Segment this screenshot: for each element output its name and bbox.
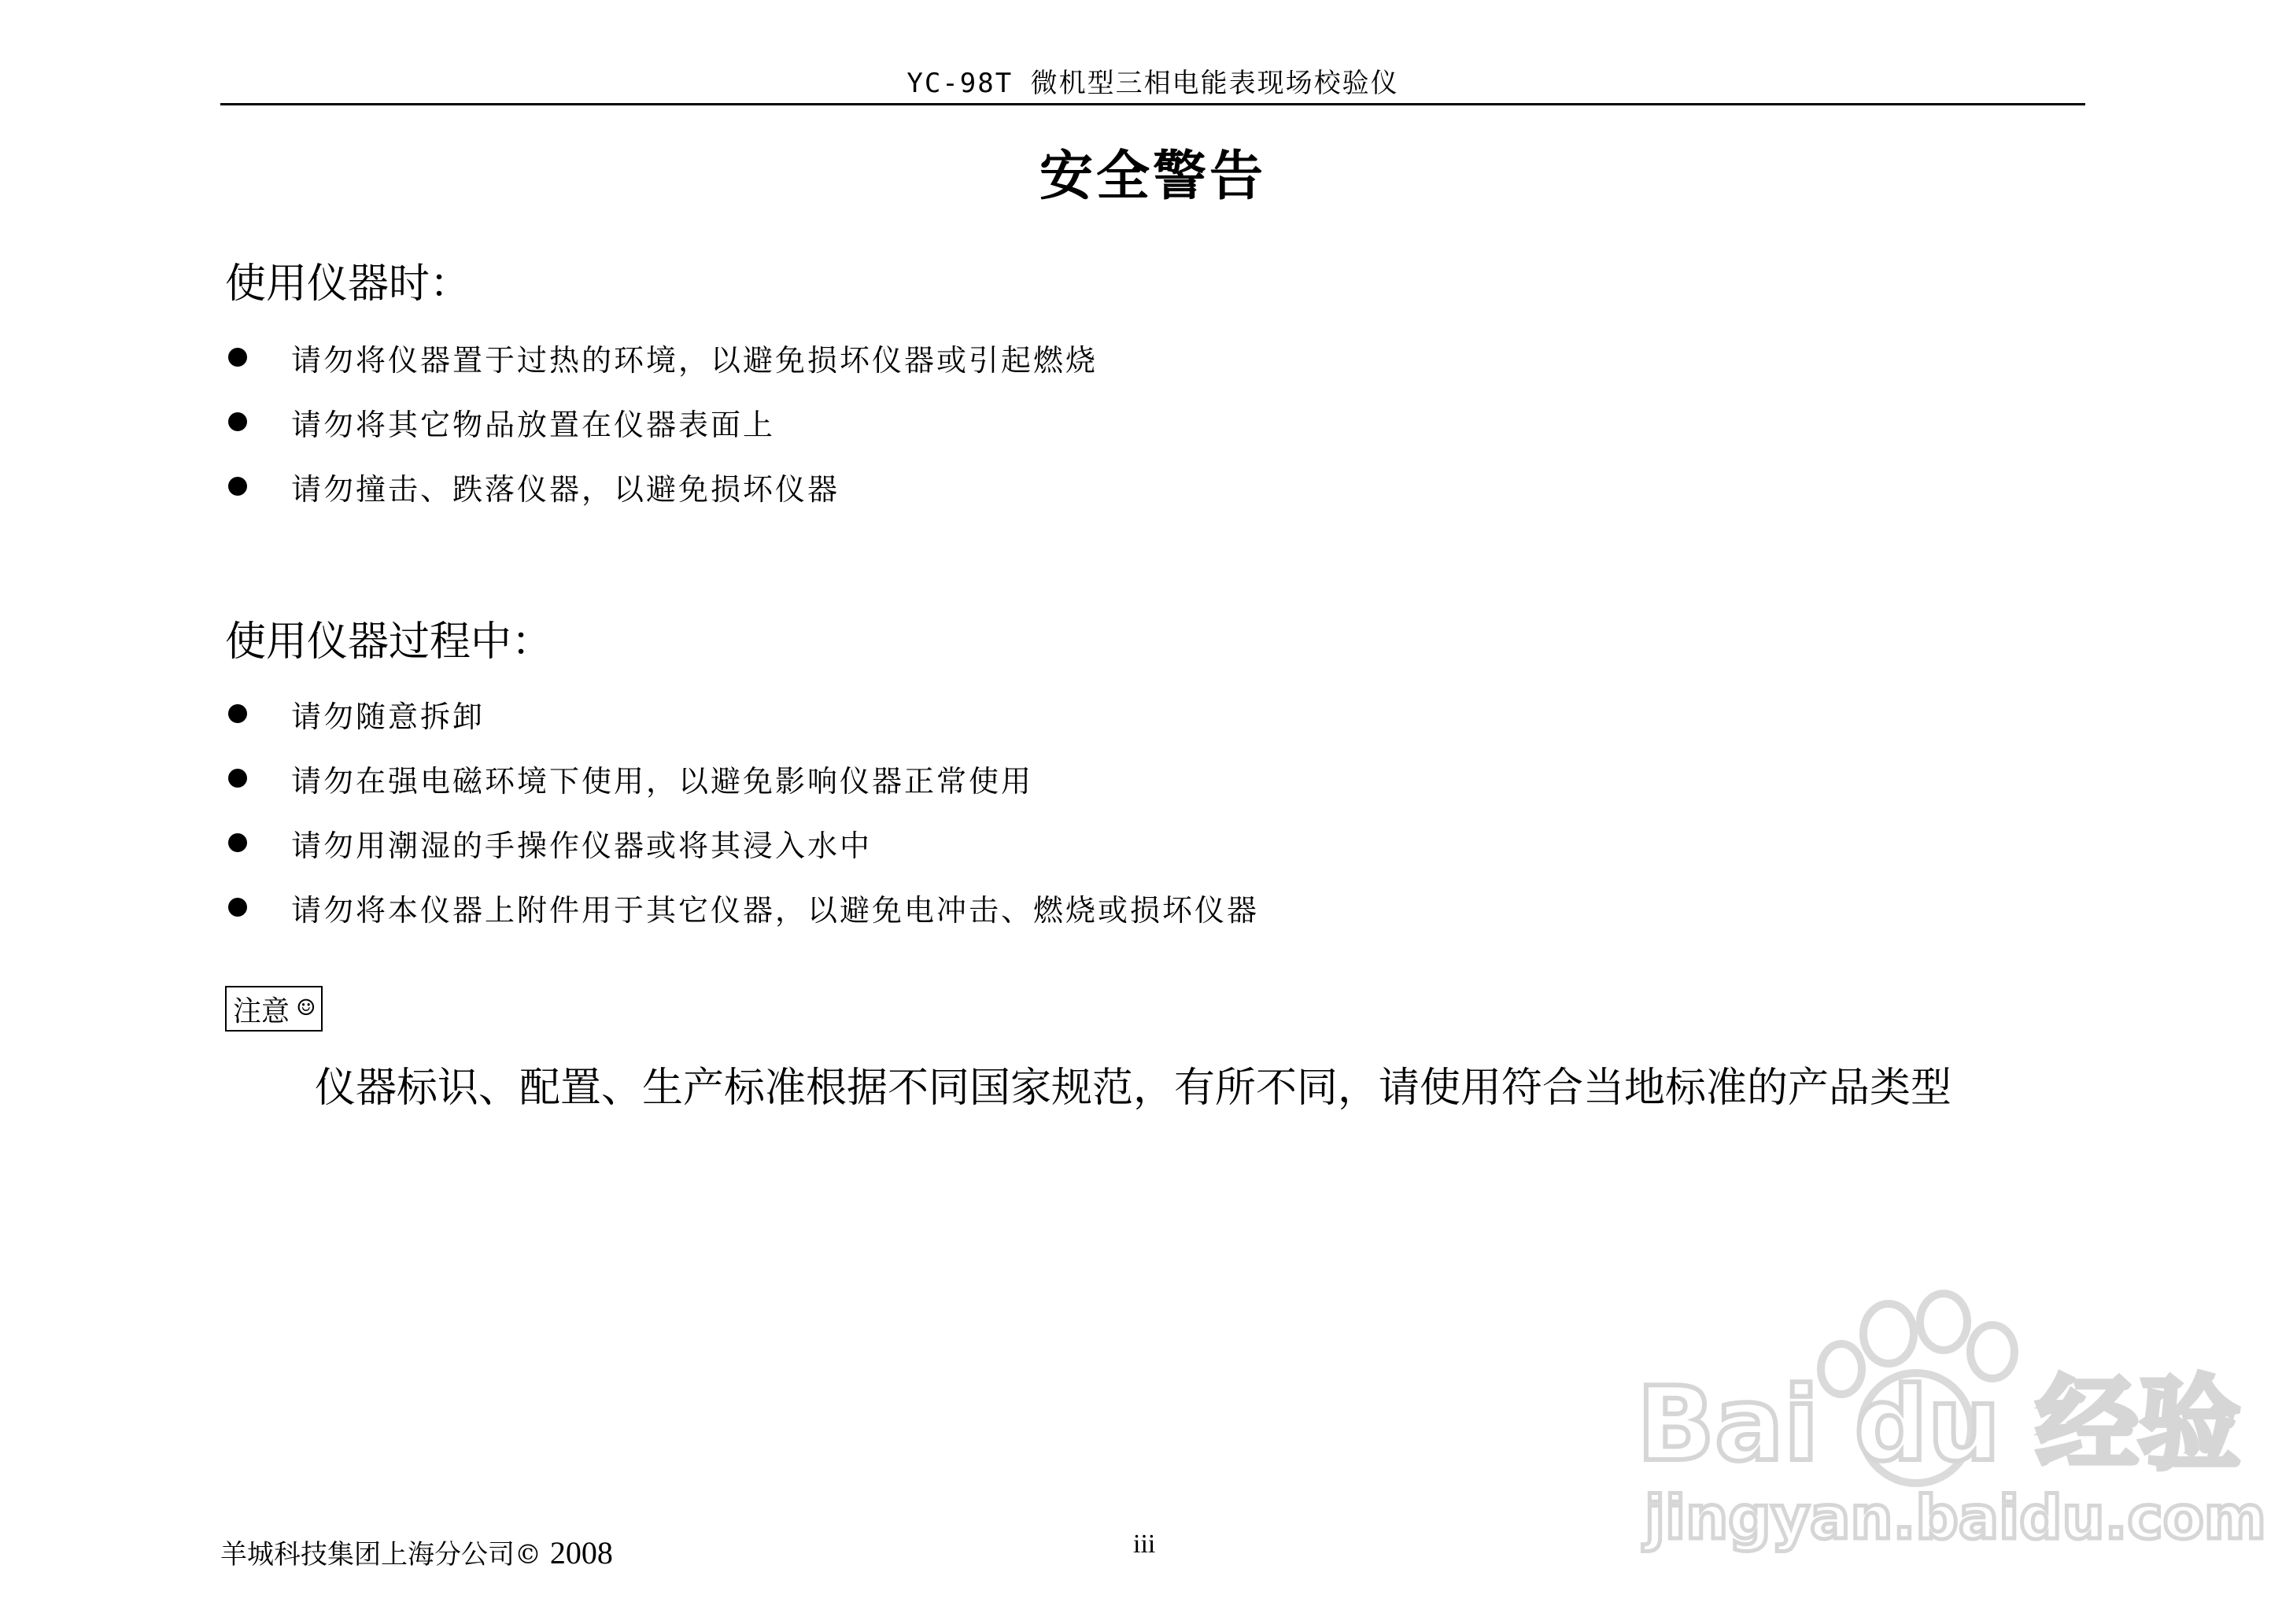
list-item — [225, 325, 1098, 389]
footer-company — [220, 1533, 613, 1571]
paw-toe-icon — [1920, 1294, 1967, 1350]
footer-company-name: 羊城科技集团上海分公司© — [220, 1539, 541, 1570]
bullet-icon — [228, 477, 247, 496]
paw-toe-icon — [1863, 1304, 1914, 1364]
notice-text: 仪器标识、配置、生产标准根据不同国家规范，有所不同，请使用符合当地标准的产品类型 — [315, 1065, 1952, 1112]
footer-year: 2008 — [549, 1535, 613, 1570]
bullet-list-operation — [225, 681, 1259, 939]
bullet-icon — [228, 833, 247, 852]
header-divider — [220, 103, 2085, 105]
list-item — [225, 681, 1259, 746]
list-item-text: 请勿在强电磁环境下使用，以避免影响仪器正常使用 — [291, 763, 1034, 799]
page-title: 安全警告 — [1039, 146, 1266, 208]
bullet-icon — [228, 898, 247, 917]
bullet-icon — [228, 348, 247, 367]
notice-label-box — [225, 986, 323, 1032]
page-header: YC-98T 微机型三相电能表现场校验仪 — [906, 68, 1399, 99]
watermark-url: jingyan.baidu.com — [1645, 1482, 2266, 1552]
notice-label: 注意 — [233, 995, 290, 1028]
bullet-icon — [228, 412, 247, 431]
list-item — [225, 810, 1259, 875]
list-item — [225, 454, 1098, 519]
smiley-icon: ☺ — [297, 992, 315, 1024]
page-number: iii — [1133, 1530, 1156, 1559]
list-item — [225, 389, 1098, 454]
baidu-jingyan-watermark — [1629, 1290, 2266, 1552]
list-item-text: 请勿将仪器置于过热的环境，以避免损坏仪器或引起燃烧 — [291, 342, 1098, 378]
list-item-text: 请勿用潮湿的手操作仪器或将其浸入水中 — [291, 828, 873, 863]
bullet-icon — [228, 769, 247, 788]
bullet-list-usage — [225, 325, 1098, 519]
list-item-text: 请勿将其它物品放置在仪器表面上 — [291, 407, 776, 442]
list-item-text: 请勿随意拆卸 — [291, 699, 486, 734]
bullet-icon — [228, 704, 247, 723]
watermark-logo: Bai du 经验 — [1637, 1364, 2241, 1484]
list-item-text: 请勿撞击、跌落仪器，以避免损坏仪器 — [291, 471, 840, 507]
list-item — [225, 746, 1259, 810]
section-heading-usage: 使用仪器时： — [225, 260, 471, 308]
list-item-text: 请勿将本仪器上附件用于其它仪器，以避免电冲击、燃烧或损坏仪器 — [291, 892, 1260, 928]
section-heading-operation: 使用仪器过程中： — [225, 618, 553, 666]
list-item — [225, 875, 1259, 939]
